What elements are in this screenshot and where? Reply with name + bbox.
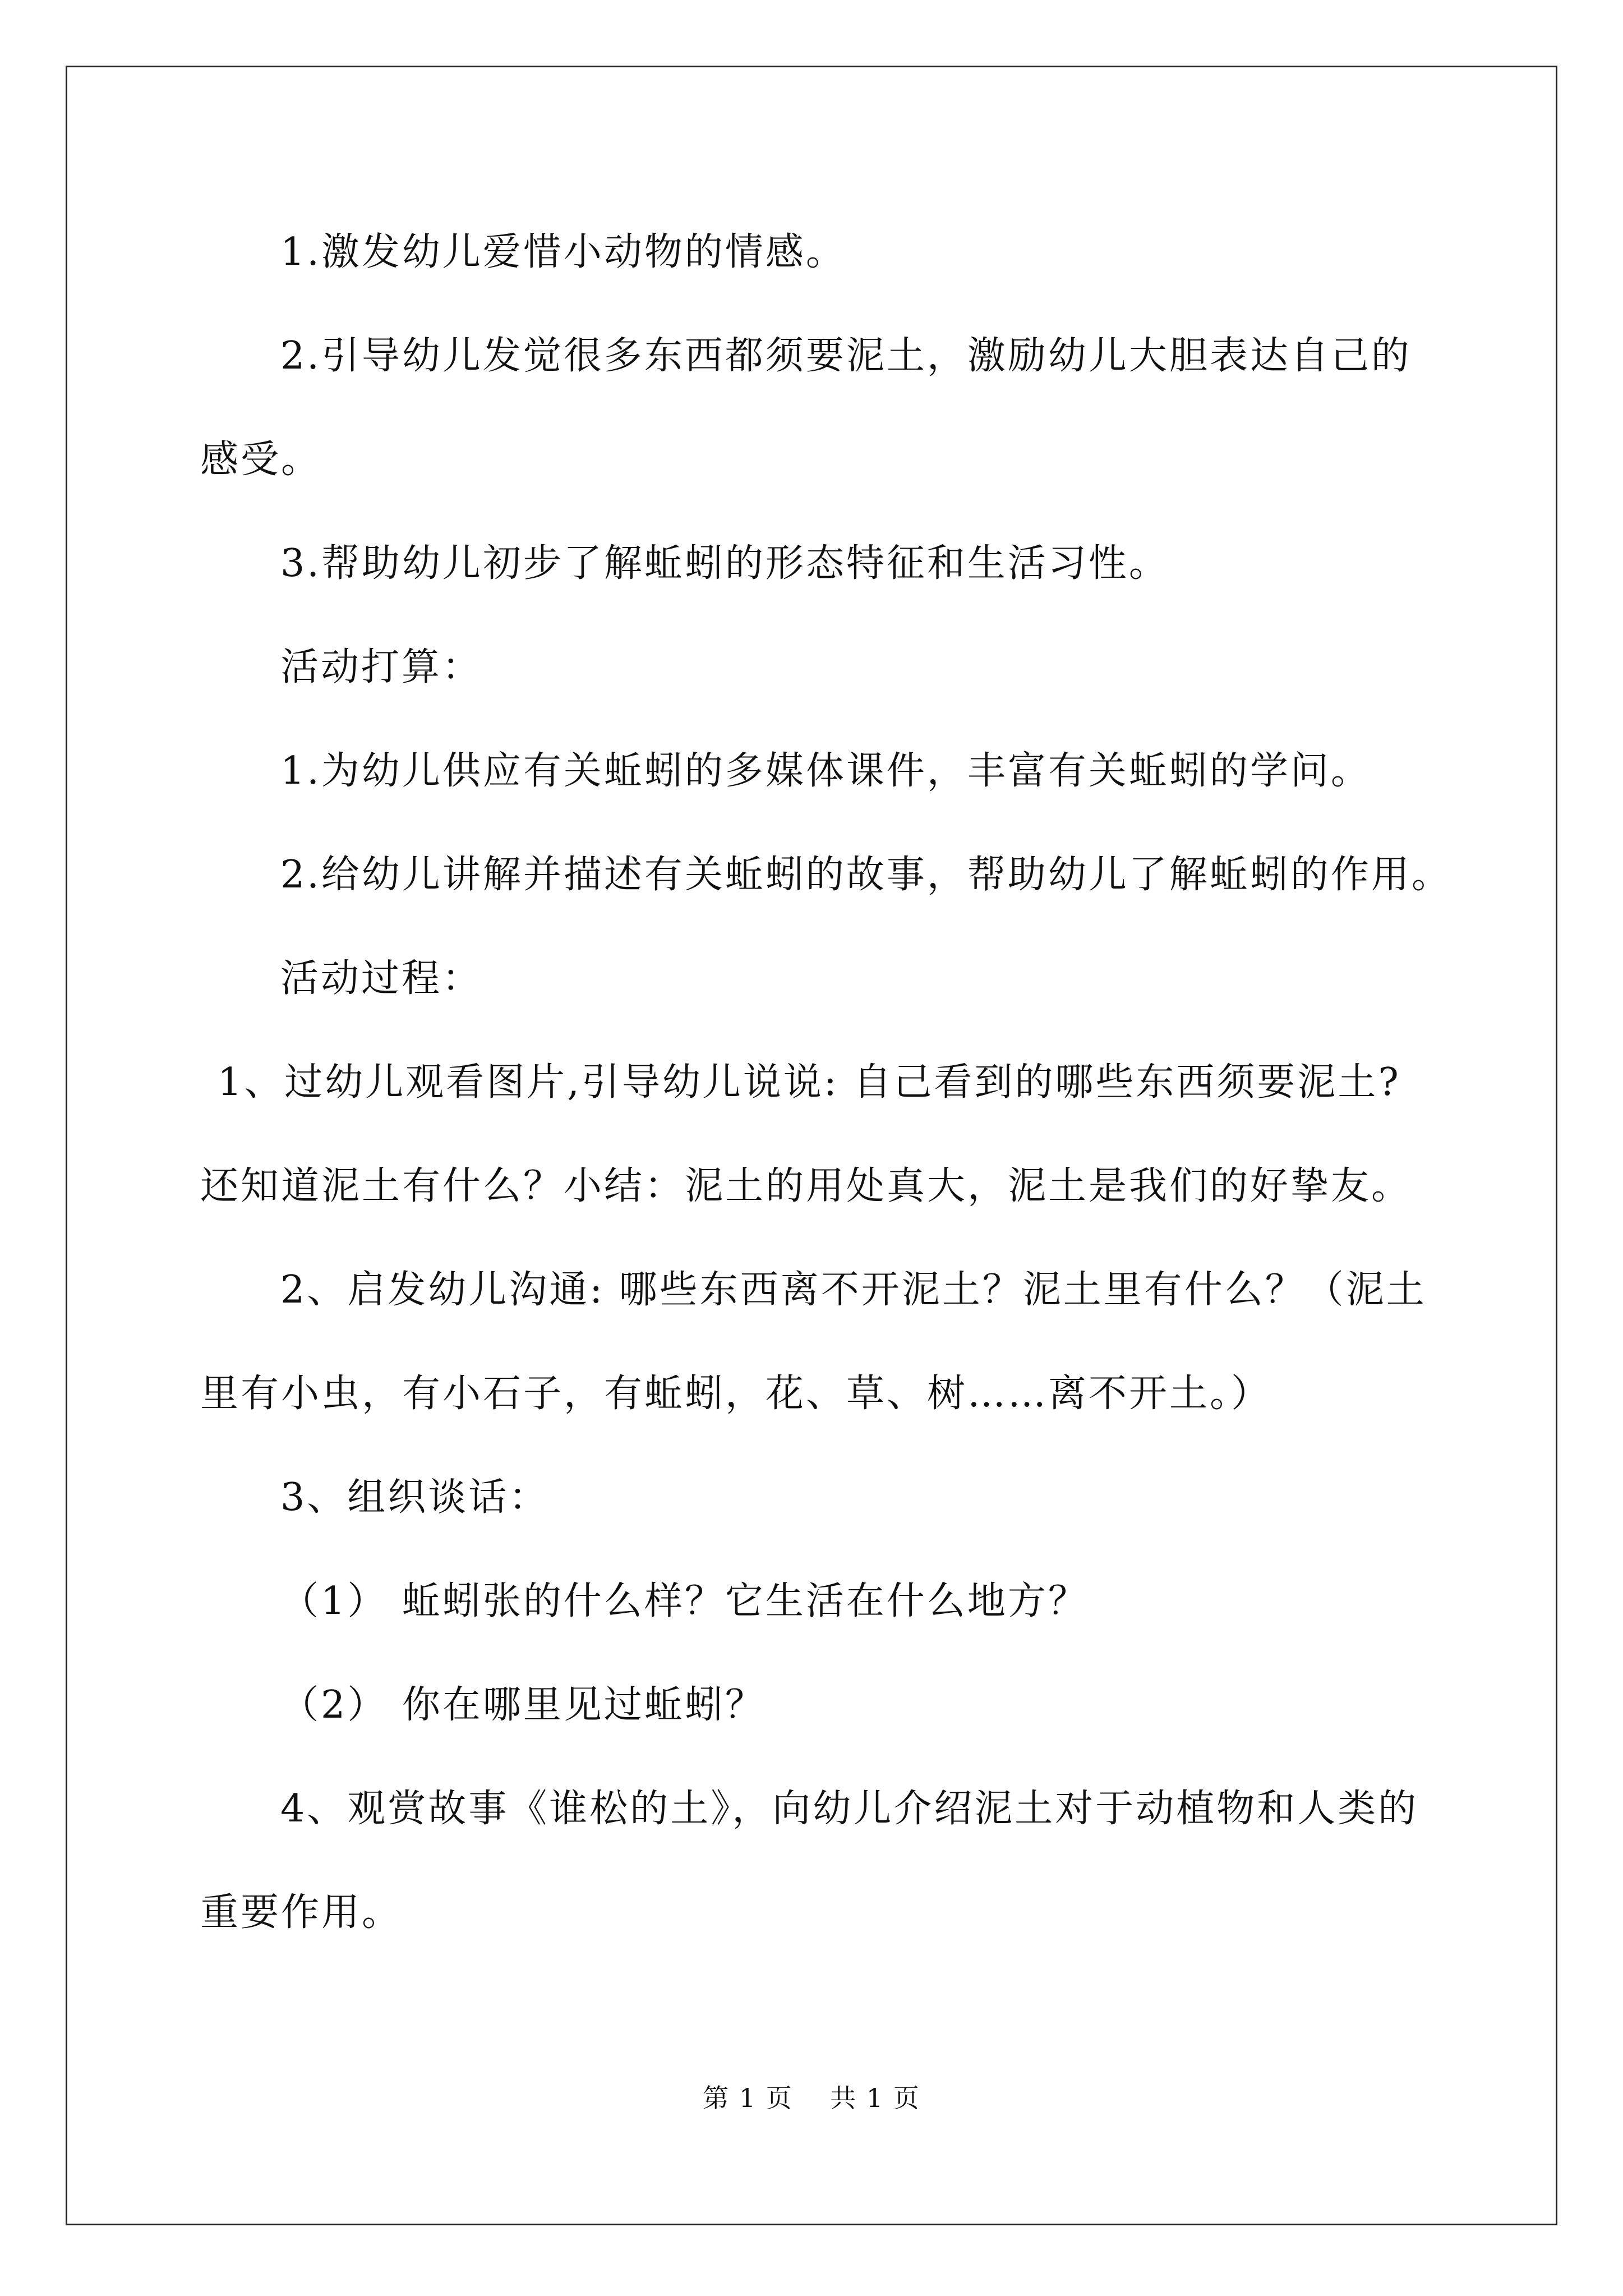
- text-line: 1、过幼儿观看图片,引导幼儿说说: 自己看到的哪些东西须要泥土?: [218, 1060, 1401, 1105]
- page-number-footer: 第 1 页 共 1 页: [703, 2083, 920, 2113]
- text-line: 还知道泥土有什么？小结：泥土的用处真大，泥土是我们的好挚友。: [200, 1164, 1412, 1208]
- text-line: 1.为幼儿供应有关蚯蚓的多媒体课件，丰富有关蚯蚓的学问。: [280, 749, 1371, 793]
- section-heading: 活动打算：: [280, 645, 483, 689]
- text-line: （2） 你在哪里见过蚯蚓？: [280, 1683, 766, 1727]
- section-heading: 活动过程：: [280, 956, 483, 1001]
- text-line: 2.引导幼儿发觉很多东西都须要泥土，激励幼儿大胆表达自己的: [280, 334, 1412, 378]
- text-line: 里有小虫，有小石子，有蚯蚓，花、草、树……离不开土。）: [200, 1372, 1272, 1416]
- text-line: 4、观赏故事《谁松的土》，向幼儿介绍泥土对于动植物和人类的: [280, 1787, 1419, 1831]
- text-line: 感受。: [200, 438, 322, 482]
- text-line: 1.激发幼儿爱惜小动物的情感。: [280, 230, 846, 274]
- text-line: 重要作用。: [200, 1890, 403, 1935]
- text-line: 2、启发幼儿沟通: 哪些东西离不开泥土？泥土里有什么？（泥土: [280, 1268, 1427, 1312]
- text-line: （1） 蚯蚓张的什么样？它生活在什么地方？: [280, 1579, 1089, 1623]
- text-line: 3、组织谈话：: [280, 1475, 550, 1520]
- text-line: 2.给幼儿讲解并描述有关蚯蚓的故事，帮助幼儿了解蚯蚓的作用。: [280, 853, 1452, 897]
- text-line: 3.帮助幼儿初步了解蚯蚓的形态特征和生活习性。: [280, 541, 1169, 586]
